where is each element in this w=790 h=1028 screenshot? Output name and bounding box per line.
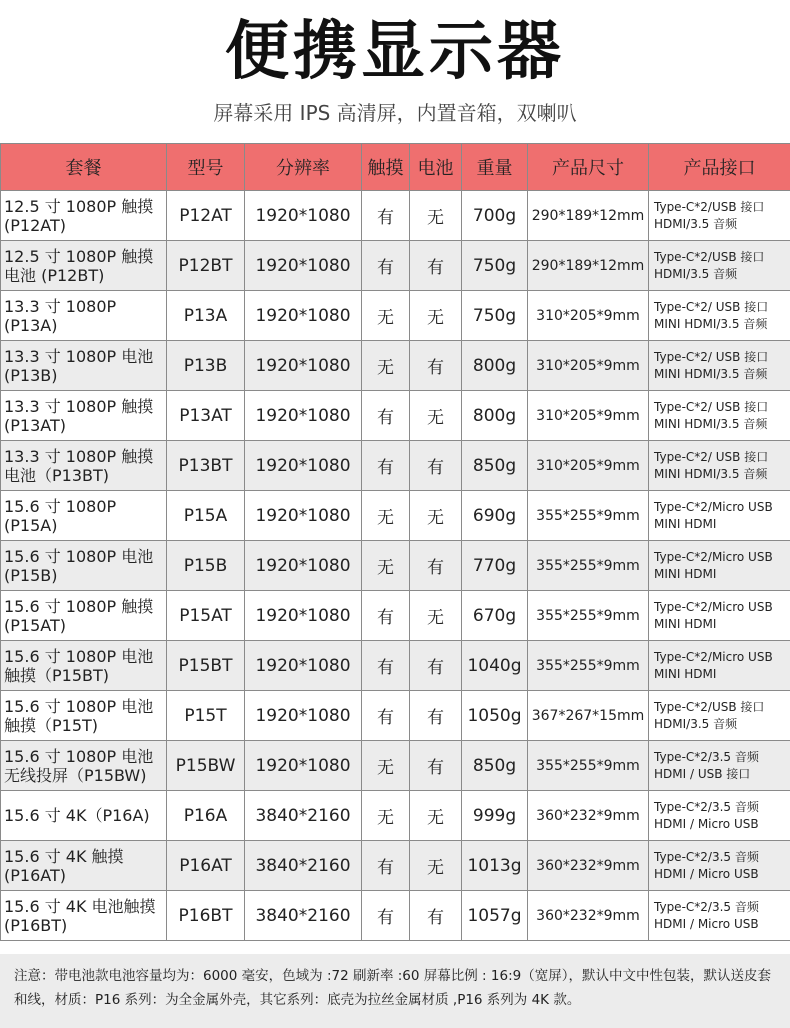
cell-ports: Type-C*2/3.5 音频 HDMI / USB 接口 xyxy=(649,741,790,791)
cell-weight: 800g xyxy=(462,391,528,441)
cell-resolution: 1920*1080 xyxy=(245,441,362,491)
cell-size: 290*189*12mm xyxy=(528,191,649,241)
cell-package: 15.6 寸 4K 触摸 (P16AT) xyxy=(1,841,167,891)
cell-ports: Type-C*2/3.5 音频 HDMI / Micro USB xyxy=(649,791,790,841)
cell-battery: 无 xyxy=(410,591,462,641)
cell-touch: 无 xyxy=(362,341,410,391)
cell-ports: Type-C*2/Micro USB MINI HDMI xyxy=(649,641,790,691)
table-row xyxy=(1,341,790,391)
cell-touch: 有 xyxy=(362,241,410,291)
cell-touch: 有 xyxy=(362,191,410,241)
table-body xyxy=(1,191,790,941)
table-row xyxy=(1,591,790,641)
cell-resolution: 1920*1080 xyxy=(245,541,362,591)
cell-resolution: 1920*1080 xyxy=(245,191,362,241)
cell-weight: 700g xyxy=(462,191,528,241)
header-size: 产品尺寸 xyxy=(528,144,649,191)
cell-resolution: 1920*1080 xyxy=(245,491,362,541)
header-ports: 产品接口 xyxy=(649,144,790,191)
table-row xyxy=(1,541,790,591)
cell-ports: Type-C*2/ USB 接口 MINI HDMI/3.5 音频 xyxy=(649,291,790,341)
cell-weight: 1013g xyxy=(462,841,528,891)
table-row xyxy=(1,191,790,241)
cell-package: 13.3 寸 1080P 电池 (P13B) xyxy=(1,341,167,391)
cell-touch: 有 xyxy=(362,691,410,741)
cell-size: 355*255*9mm xyxy=(528,741,649,791)
cell-resolution: 1920*1080 xyxy=(245,391,362,441)
cell-resolution: 1920*1080 xyxy=(245,691,362,741)
header-package: 套餐 xyxy=(1,144,167,191)
cell-package: 15.6 寸 4K（P16A) xyxy=(1,791,167,841)
cell-ports: Type-C*2/Micro USB MINI HDMI xyxy=(649,541,790,591)
header-touch: 触摸 xyxy=(362,144,410,191)
cell-size: 355*255*9mm xyxy=(528,641,649,691)
cell-model: P15AT xyxy=(167,591,245,641)
table-row xyxy=(1,491,790,541)
cell-size: 360*232*9mm xyxy=(528,791,649,841)
table-header-row xyxy=(1,144,790,191)
cell-model: P16BT xyxy=(167,891,245,941)
cell-model: P16A xyxy=(167,791,245,841)
footer-note: 注意：带电池款电池容量均为：6000 毫安，色域为 :72 刷新率 :60 屏幕比例 : 16:9（宽屏），默认中文中性包装，默认送皮套和线，材质：P16 系列：为全金属外壳，其它系列：底壳为拉丝金属材质 ,P16 系列为 4K 款。 xyxy=(0,954,790,1028)
cell-touch: 有 xyxy=(362,891,410,941)
cell-package: 15.6 寸 1080P 触摸 (P15AT) xyxy=(1,591,167,641)
table-row xyxy=(1,791,790,841)
cell-touch: 无 xyxy=(362,791,410,841)
cell-battery: 有 xyxy=(410,541,462,591)
cell-weight: 1050g xyxy=(462,691,528,741)
header-resolution: 分辨率 xyxy=(245,144,362,191)
cell-battery: 无 xyxy=(410,841,462,891)
cell-battery: 有 xyxy=(410,341,462,391)
cell-size: 310*205*9mm xyxy=(528,441,649,491)
cell-package: 13.3 寸 1080P 触摸 (P13AT) xyxy=(1,391,167,441)
cell-resolution: 3840*2160 xyxy=(245,791,362,841)
cell-ports: Type-C*2/ USB 接口 MINI HDMI/3.5 音频 xyxy=(649,341,790,391)
table-row xyxy=(1,841,790,891)
cell-touch: 有 xyxy=(362,391,410,441)
cell-battery: 无 xyxy=(410,791,462,841)
table-row xyxy=(1,641,790,691)
cell-size: 355*255*9mm xyxy=(528,491,649,541)
cell-touch: 有 xyxy=(362,841,410,891)
cell-resolution: 3840*2160 xyxy=(245,891,362,941)
cell-model: P16AT xyxy=(167,841,245,891)
cell-package: 15.6 寸 1080P (P15A) xyxy=(1,491,167,541)
cell-battery: 有 xyxy=(410,641,462,691)
cell-package: 15.6 寸 1080P 电池 (P15B) xyxy=(1,541,167,591)
cell-size: 355*255*9mm xyxy=(528,541,649,591)
cell-size: 310*205*9mm xyxy=(528,341,649,391)
cell-weight: 1040g xyxy=(462,641,528,691)
cell-model: P15A xyxy=(167,491,245,541)
spec-table xyxy=(0,143,790,941)
table-row xyxy=(1,241,790,291)
cell-ports: Type-C*2/USB 接口 HDMI/3.5 音频 xyxy=(649,241,790,291)
cell-size: 310*205*9mm xyxy=(528,391,649,441)
cell-battery: 有 xyxy=(410,691,462,741)
cell-model: P12AT xyxy=(167,191,245,241)
cell-ports: Type-C*2/ USB 接口 MINI HDMI/3.5 音频 xyxy=(649,391,790,441)
header-model: 型号 xyxy=(167,144,245,191)
cell-resolution: 3840*2160 xyxy=(245,841,362,891)
cell-battery: 无 xyxy=(410,291,462,341)
cell-battery: 无 xyxy=(410,491,462,541)
cell-package: 13.3 寸 1080P 触摸电池（P13BT) xyxy=(1,441,167,491)
cell-weight: 999g xyxy=(462,791,528,841)
cell-resolution: 1920*1080 xyxy=(245,341,362,391)
cell-model: P15BT xyxy=(167,641,245,691)
cell-package: 12.5 寸 1080P 触摸(P12AT) xyxy=(1,191,167,241)
cell-weight: 690g xyxy=(462,491,528,541)
cell-package: 15.6 寸 1080P 电池触摸（P15T) xyxy=(1,691,167,741)
cell-ports: Type-C*2/3.5 音频 HDMI / Micro USB xyxy=(649,891,790,941)
cell-model: P15B xyxy=(167,541,245,591)
cell-touch: 有 xyxy=(362,641,410,691)
table-row xyxy=(1,391,790,441)
cell-size: 290*189*12mm xyxy=(528,241,649,291)
cell-touch: 无 xyxy=(362,541,410,591)
cell-weight: 750g xyxy=(462,291,528,341)
cell-model: P13A xyxy=(167,291,245,341)
table-row xyxy=(1,741,790,791)
cell-model: P15T xyxy=(167,691,245,741)
cell-touch: 无 xyxy=(362,291,410,341)
cell-model: P12BT xyxy=(167,241,245,291)
cell-package: 15.6 寸 1080P 电池无线投屏（P15BW) xyxy=(1,741,167,791)
cell-ports: Type-C*2/3.5 音频 HDMI / Micro USB xyxy=(649,841,790,891)
cell-size: 360*232*9mm xyxy=(528,891,649,941)
cell-battery: 有 xyxy=(410,741,462,791)
cell-touch: 有 xyxy=(362,591,410,641)
cell-weight: 800g xyxy=(462,341,528,391)
cell-size: 355*255*9mm xyxy=(528,591,649,641)
cell-resolution: 1920*1080 xyxy=(245,241,362,291)
cell-touch: 无 xyxy=(362,741,410,791)
cell-battery: 有 xyxy=(410,891,462,941)
cell-battery: 有 xyxy=(410,241,462,291)
header-battery: 电池 xyxy=(410,144,462,191)
cell-package: 12.5 寸 1080P 触摸电池 (P12BT) xyxy=(1,241,167,291)
cell-resolution: 1920*1080 xyxy=(245,591,362,641)
cell-weight: 1057g xyxy=(462,891,528,941)
cell-resolution: 1920*1080 xyxy=(245,741,362,791)
cell-ports: Type-C*2/USB 接口 HDMI/3.5 音频 xyxy=(649,191,790,241)
table-row xyxy=(1,691,790,741)
page-subtitle: 屏幕采用 IPS 高清屏，内置音箱，双喇叭 xyxy=(213,101,577,125)
cell-ports: Type-C*2/ USB 接口 MINI HDMI/3.5 音频 xyxy=(649,441,790,491)
header-weight: 重量 xyxy=(462,144,528,191)
cell-weight: 670g xyxy=(462,591,528,641)
cell-ports: Type-C*2/USB 接口 HDMI/3.5 音频 xyxy=(649,691,790,741)
cell-size: 310*205*9mm xyxy=(528,291,649,341)
cell-size: 360*232*9mm xyxy=(528,841,649,891)
cell-battery: 无 xyxy=(410,391,462,441)
cell-ports: Type-C*2/Micro USB MINI HDMI xyxy=(649,491,790,541)
cell-model: P15BW xyxy=(167,741,245,791)
page-title: 便携显示器 xyxy=(225,15,565,89)
cell-resolution: 1920*1080 xyxy=(245,291,362,341)
cell-weight: 850g xyxy=(462,441,528,491)
cell-ports: Type-C*2/Micro USB MINI HDMI xyxy=(649,591,790,641)
cell-model: P13AT xyxy=(167,391,245,441)
cell-size: 367*267*15mm xyxy=(528,691,649,741)
cell-model: P13B xyxy=(167,341,245,391)
cell-package: 15.6 寸 4K 电池触摸 (P16BT) xyxy=(1,891,167,941)
cell-weight: 750g xyxy=(462,241,528,291)
cell-touch: 有 xyxy=(362,441,410,491)
table-row xyxy=(1,891,790,941)
cell-touch: 无 xyxy=(362,491,410,541)
table-row xyxy=(1,291,790,341)
cell-package: 15.6 寸 1080P 电池触摸（P15BT) xyxy=(1,641,167,691)
cell-package: 13.3 寸 1080P (P13A) xyxy=(1,291,167,341)
cell-battery: 有 xyxy=(410,441,462,491)
cell-battery: 无 xyxy=(410,191,462,241)
cell-resolution: 1920*1080 xyxy=(245,641,362,691)
cell-model: P13BT xyxy=(167,441,245,491)
table-row xyxy=(1,441,790,491)
cell-weight: 770g xyxy=(462,541,528,591)
cell-weight: 850g xyxy=(462,741,528,791)
